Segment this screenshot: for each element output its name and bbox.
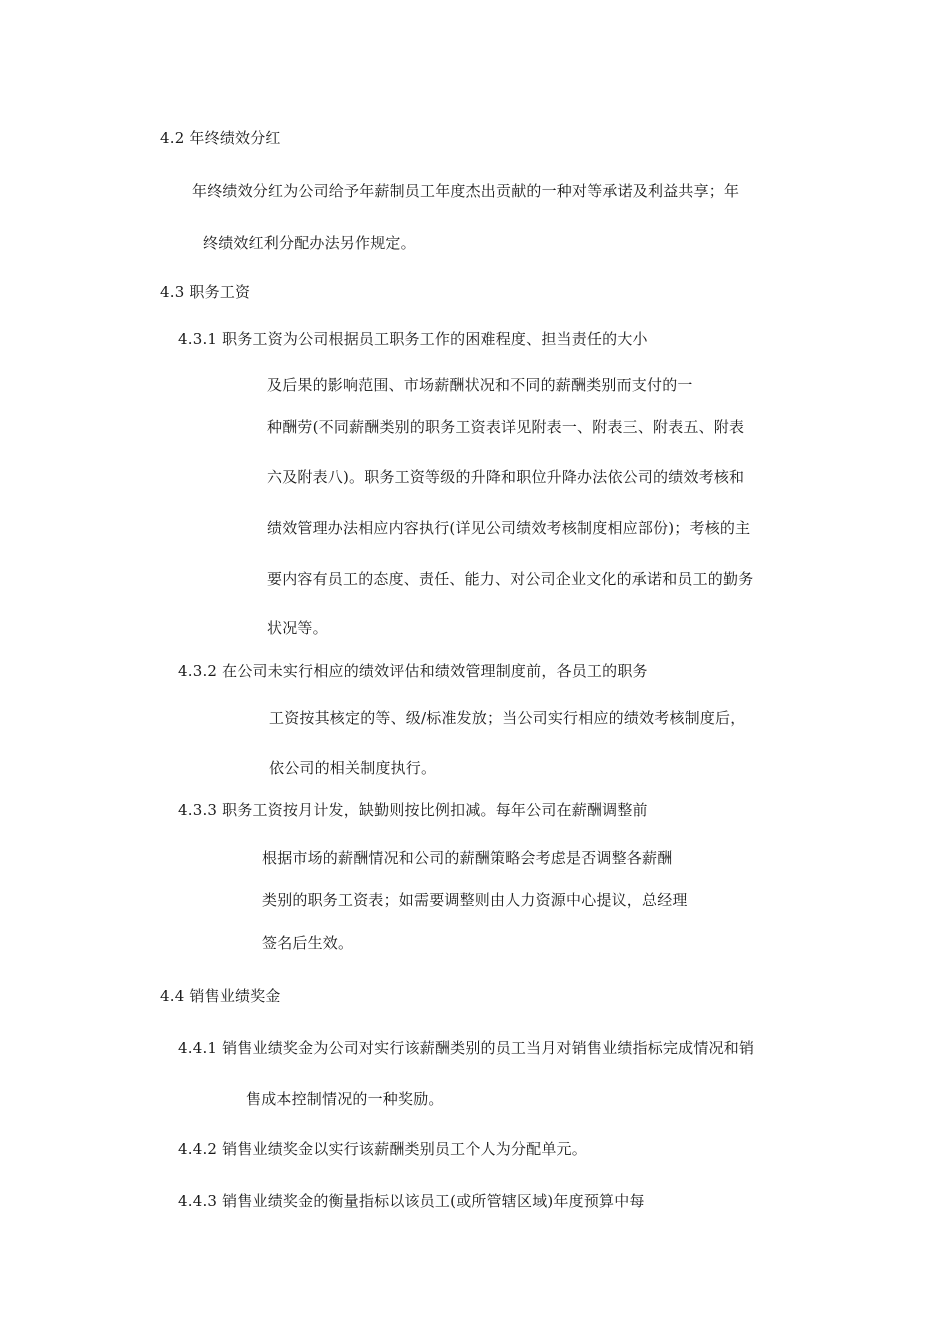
- section-heading-4-2: 4.2 年终绩效分红: [160, 129, 281, 147]
- clause-4-4-2: 4.4.2 销售业绩奖金以实行该薪酬类别员工个人为分配单元。: [178, 1140, 587, 1158]
- clause-4-3-3: 4.3.3 职务工资按月计发，缺勤则按比例扣减。每年公司在薪酬调整前: [178, 801, 648, 819]
- paragraph-line: 种酬劳(不同薪酬类别的职务工资表详见附表一、附表三、附表五、附表: [267, 418, 745, 436]
- clause-4-4-3: 4.4.3 销售业绩奖金的衡量指标以该员工(或所管辖区域)年度预算中每: [178, 1192, 645, 1210]
- paragraph-line: 类别的职务工资表；如需要调整则由人力资源中心提议，总经理: [262, 891, 688, 909]
- paragraph-line: 年终绩效分红为公司给予年薪制员工年度杰出贡献的一种对等承诺及利益共享；年: [192, 182, 740, 200]
- clause-4-3-2: 4.3.2 在公司未实行相应的绩效评估和绩效管理制度前，各员工的职务: [178, 662, 648, 680]
- paragraph-line: 售成本控制情况的一种奖励。: [246, 1090, 444, 1108]
- paragraph-line: 状况等。: [267, 619, 328, 637]
- paragraph-line: 根据市场的薪酬情况和公司的薪酬策略会考虑是否调整各薪酬: [262, 849, 673, 867]
- clause-4-4-1: 4.4.1 销售业绩奖金为公司对实行该薪酬类别的员工当月对销售业绩指标完成情况和销: [178, 1039, 755, 1057]
- paragraph-line: 及后果的影响范围、市场薪酬状况和不同的薪酬类别而支付的一: [267, 376, 693, 394]
- paragraph-line: 工资按其核定的等、级/标准发放；当公司实行相应的绩效考核制度后，: [269, 709, 746, 727]
- paragraph-line: 绩效管理办法相应内容执行(详见公司绩效考核制度相应部份)；考核的主: [267, 519, 751, 537]
- paragraph-line: 签名后生效。: [262, 934, 354, 952]
- section-heading-4-3: 4.3 职务工资: [160, 283, 251, 301]
- paragraph-line: 依公司的相关制度执行。: [269, 759, 437, 777]
- paragraph-line: 终绩效红利分配办法另作规定。: [203, 234, 416, 252]
- paragraph-line: 要内容有员工的态度、责任、能力、对公司企业文化的承诺和员工的勤务: [267, 570, 754, 588]
- paragraph-line: 六及附表八)。职务工资等级的升降和职位升降办法依公司的绩效考核和: [267, 468, 745, 486]
- section-heading-4-4: 4.4 销售业绩奖金: [160, 987, 281, 1005]
- clause-4-3-1: 4.3.1 职务工资为公司根据员工职务工作的困难程度、担当责任的大小: [178, 330, 648, 348]
